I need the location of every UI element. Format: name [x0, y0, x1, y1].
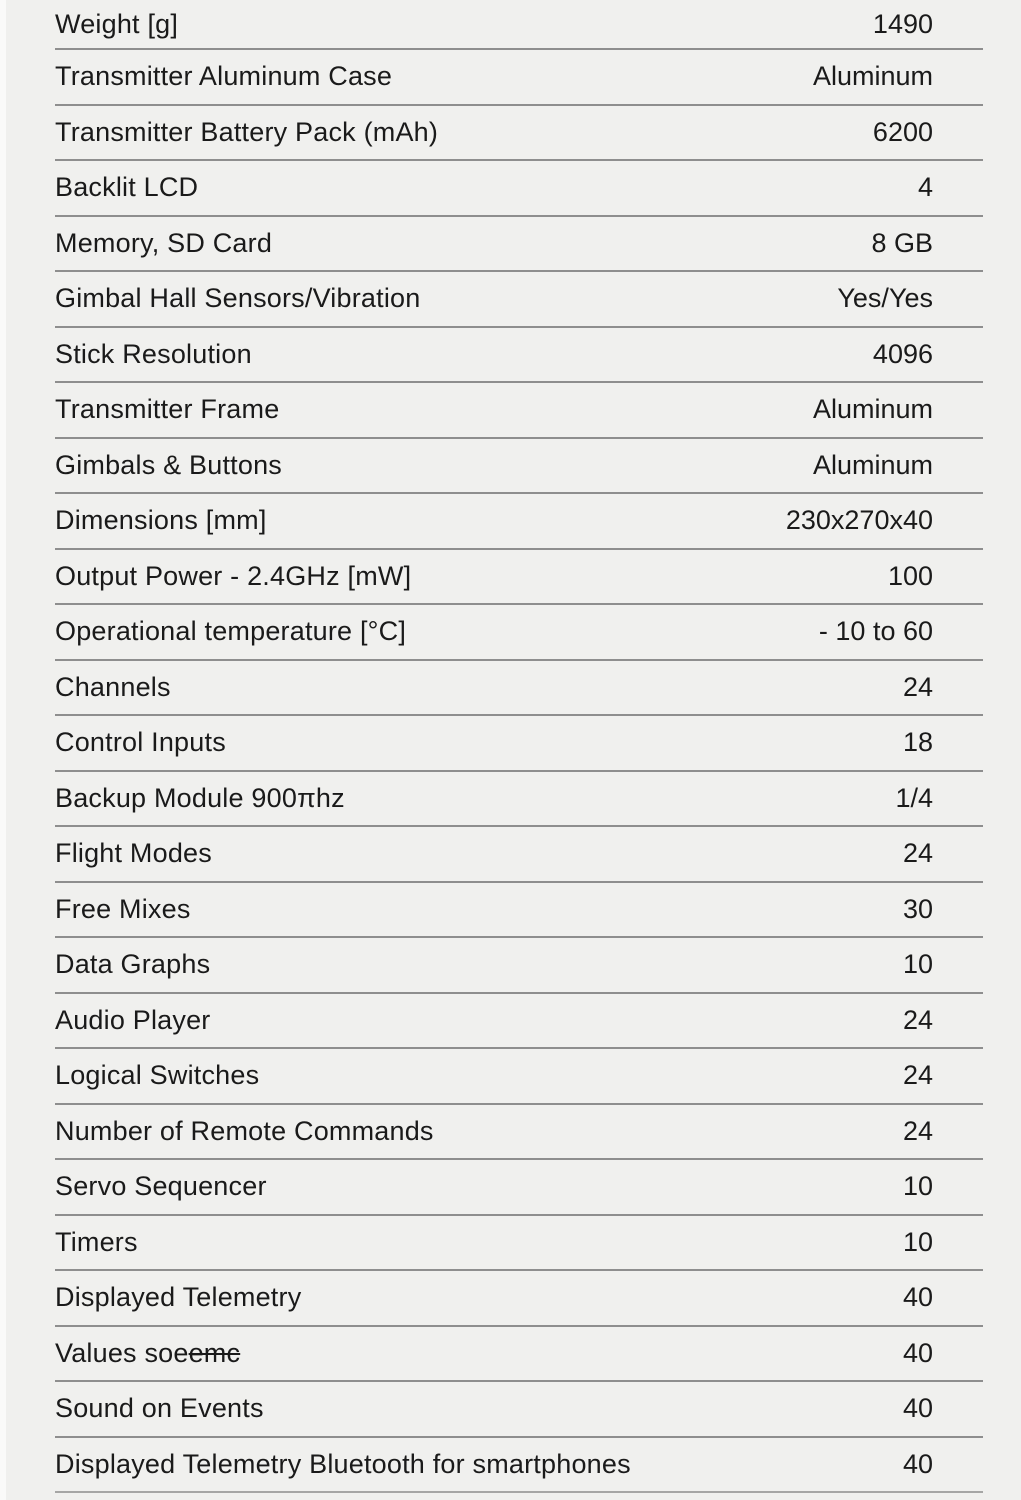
spec-label-text: Gimbals & Buttons	[55, 449, 282, 480]
spec-label-text: Transmitter Aluminum Case	[55, 61, 393, 92]
spec-value: 24	[902, 838, 933, 869]
spec-value: - 10 to 60	[818, 616, 933, 647]
spec-label	[55, 9, 178, 40]
spec-value: 1490	[872, 8, 933, 39]
spec-label-text: Values soe	[55, 1337, 189, 1368]
spec-label-text: Logical Switches	[55, 1060, 260, 1091]
spec-label-text: Operational temperature [°C]	[55, 616, 407, 647]
spec-label-text: Sound on Events	[55, 1393, 264, 1424]
spec-label-text: Number of Remote Commands	[55, 1115, 434, 1146]
spec-label-text: Transmitter Battery Pack (mAh)	[55, 116, 439, 147]
spec-label-text: Gimbal Hall Sensors/Vibration	[55, 283, 421, 314]
spec-label	[55, 561, 411, 592]
spec-label	[55, 450, 282, 481]
spec-label	[55, 1060, 259, 1091]
spec-label	[55, 1171, 267, 1202]
table-row	[55, 439, 983, 495]
table-row	[55, 716, 983, 772]
spec-label-text: Displayed Telemetry	[55, 1282, 302, 1313]
table-row	[55, 994, 983, 1050]
spec-label	[55, 616, 406, 647]
spec-label-text: Backup Module 900πhz	[55, 782, 345, 813]
spec-label	[55, 1449, 631, 1480]
spec-label	[55, 339, 252, 370]
spec-label-text: Free Mixes	[55, 893, 191, 924]
table-row	[55, 938, 983, 994]
table-row	[55, 827, 983, 883]
table-row	[55, 328, 983, 384]
spec-value: 6200	[872, 116, 933, 147]
table-row	[55, 1216, 983, 1272]
table-row	[55, 50, 983, 106]
spec-label-text: Timers	[55, 1226, 138, 1257]
spec-label	[55, 949, 210, 980]
spec-label-text: Dimensions [mm]	[55, 505, 267, 536]
spec-value: 100	[887, 560, 933, 591]
spec-label	[55, 783, 345, 814]
spec-value: 4	[917, 172, 933, 203]
spec-label-text: Servo Sequencer	[55, 1171, 267, 1202]
table-row	[55, 1271, 983, 1327]
spec-value: 18	[902, 727, 933, 758]
spec-label	[55, 1282, 301, 1313]
spec-label	[55, 394, 279, 425]
spec-value: 4096	[872, 338, 933, 369]
spec-label-text: Transmitter Frame	[55, 394, 280, 425]
spec-label	[55, 1338, 240, 1369]
spec-label	[55, 283, 420, 314]
spec-label	[55, 1116, 434, 1147]
spec-value: 10	[902, 1226, 933, 1257]
spec-label	[55, 228, 272, 259]
table-row	[55, 661, 983, 717]
spec-value: 1/4	[895, 782, 933, 813]
spec-value: 10	[902, 949, 933, 980]
spec-label-text: Control Inputs	[55, 727, 226, 758]
table-row	[55, 1438, 983, 1494]
spec-value: 40	[902, 1448, 933, 1479]
table-row	[55, 383, 983, 439]
spec-label-text: Displayed Telemetry Bluetooth for smartphones	[55, 1448, 631, 1479]
spec-value: 40	[902, 1282, 933, 1313]
table-row	[55, 1160, 983, 1216]
table-row	[55, 550, 983, 606]
table-row	[55, 1049, 983, 1105]
spec-label	[55, 1393, 264, 1424]
spec-value: 30	[902, 893, 933, 924]
spec-label	[55, 1227, 138, 1258]
spec-value: 8 GB	[871, 227, 933, 258]
spec-value: 24	[902, 1060, 933, 1091]
table-row	[55, 272, 983, 328]
table-row	[55, 0, 983, 50]
table-row	[55, 217, 983, 273]
table-row	[55, 494, 983, 550]
spec-label-text: Flight Modes	[55, 838, 212, 869]
spec-label-text: Backlit LCD	[55, 172, 199, 203]
spec-label	[55, 172, 198, 203]
table-row	[55, 883, 983, 939]
spec-value: Aluminum	[812, 449, 933, 480]
spec-value: 40	[902, 1393, 933, 1424]
spec-label-text: Channels	[55, 671, 171, 702]
spec-label-text: Output Power - 2.4GHz [mW]	[55, 560, 412, 591]
spec-label-text: Audio Player	[55, 1004, 211, 1035]
spec-label	[55, 117, 438, 148]
spec-label	[55, 61, 392, 92]
spec-label-text: Memory, SD Card	[55, 227, 273, 258]
spec-label	[55, 894, 191, 925]
table-row	[55, 106, 983, 162]
spec-label	[55, 1005, 211, 1036]
table-row	[55, 1327, 983, 1383]
table-row	[55, 161, 983, 217]
spec-value: 10	[902, 1171, 933, 1202]
spec-value: 40	[902, 1337, 933, 1368]
spec-value: 24	[902, 1004, 933, 1035]
spec-label	[55, 727, 226, 758]
spec-value: 24	[902, 1115, 933, 1146]
spec-label-strikethrough-text: emc	[188, 1337, 241, 1368]
spec-label	[55, 838, 212, 869]
table-row	[55, 1105, 983, 1161]
table-row	[55, 1382, 983, 1438]
table-row	[55, 772, 983, 828]
spec-value: Aluminum	[812, 61, 933, 92]
page-left-edge	[0, 0, 6, 1500]
spec-value: Yes/Yes	[837, 283, 933, 314]
spec-value: 24	[902, 671, 933, 702]
spec-value: Aluminum	[812, 394, 933, 425]
spec-label-text: Weight [g]	[55, 8, 179, 39]
table-row	[55, 605, 983, 661]
spec-label-text: Data Graphs	[55, 949, 211, 980]
spec-label	[55, 672, 171, 703]
spec-label	[55, 505, 267, 536]
specifications-table	[55, 0, 983, 1493]
spec-value: 230x270x40	[785, 505, 933, 536]
spec-label-text: Stick Resolution	[55, 338, 252, 369]
